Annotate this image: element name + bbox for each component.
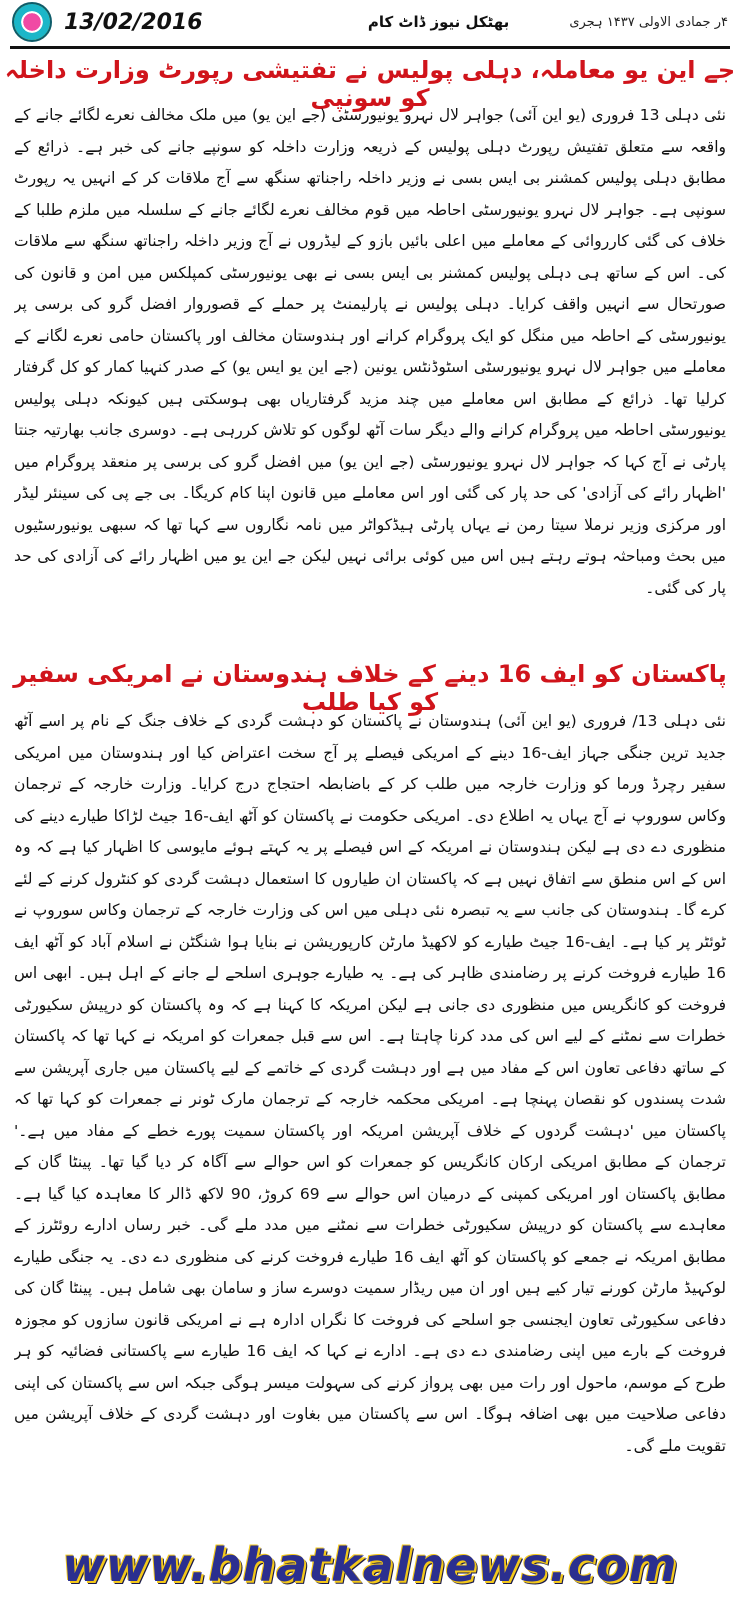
issue-date: 13/02/2016 <box>64 9 203 35</box>
article2-headline: پاکستان کو ایف 16 دینے کے خلاف ہندوستان نے امریکی سفیر کو کیا طلب <box>13 660 727 716</box>
paper-name: بھٹکل نیوز ڈاٹ کام <box>367 13 510 31</box>
header-divider <box>10 46 730 49</box>
article1-headline: جے این یو معاملہ، دہلی پولیس نے تفتیشی رپورٹ وزارت داخلہ کو سونپی <box>4 56 736 112</box>
website-footer[interactable]: www.bhatkalnews.com <box>62 1538 678 1592</box>
article2-body: نئی دہلی 13/ فروری (یو این آئی) ہندوستان نے پاکستان کو دہشت گردی کے خلاف جنگ کے نام پر اسے آٹھ جدید ترین جنگی جہاز ایف-16 دینے کے امریکی فیصلے پر آج سخت اعتراض کیا اور ہندوستان میں امریکی سفیر رچرڈ ورما کو وزارت خارجہ میں طلب کر کے باضابطہ احتجاج درج کرایا۔ وزارت خارجہ کے ترجمان وکاس سوروپ نے آج یہاں یہ اطلاع دی۔ امریکی حکومت نے پاکستان کو آٹھ ایف-16 جیٹ لڑاکا طیارے دینے کی منظوری دے دی ہے لیکن ہندوستان نے امریکہ کے اس فیصلے پر یہ کہتے ہوئے مایوسی کا اظہار کیا ہے کہ وہ اس کے اس منطق سے اتفاق نہیں ہے کہ پاکستان ان طیاروں کا استعمال دہشت گردی کو کنٹرول کرنے کے لئے کرے گا۔ ہندوستان کی جانب سے یہ تبصرہ نئی دہلی میں اس کی وزارت خارجہ کے ترجمان وکاس سوروپ نے ٹوئٹر پر کیا ہے۔ ایف-16 جیٹ طیارے کو لاکھیڈ مارٹن کارپوریشن نے بنایا ہوا شنگٹن نے اسلام آباد کو آٹھ ایف 16 طیارے فروخت کرنے پر رضامندی ظاہر کی ہے۔ یہ طیارے جوہری اسلحے لے جانے کے اہل ہیں۔ ابھی اس فروخت کو کانگریس میں منظوری دی جانی ہے لیکن امریکہ کا کہنا ہے کہ وہ پاکستان کو درپیش سکیورٹی خطرات سے نمٹنے کے لیے اس کی مدد کرنا چاہتا ہے۔ اس سے قبل جمعرات کو امریکہ نے کہا تھا کہ پاکستان کے ساتھ دفاعی تعاون اس کے مفاد میں ہے اور دہشت گردی کے خاتمے کے لیے پاکستان میں جاری آپریشن سے شدت پسندوں کو نقصان پہنچا ہے۔ امریکی محکمہ خارجہ کے ترجمان مارک ٹونر نے جمعرات کو کہا تھا کہ پاکستان میں 'دہشت گردوں کے خلاف آپریشن امریکہ اور پاکستان سمیت پورے خطے کے مفاد میں ہے۔' ترجمان کے مطابق امریکی ارکان کانگریس کو جمعرات کو اس حوالے سے آگاہ کر دیا گیا تھا۔ پینٹا گان کے مطابق پاکستان اور امریکی کمپنی کے درمیان اس حوالے سے 69 کروڑ، 90 لاکھ ڈالر کا معاہدہ کیا گیا ہے۔ معاہدے سے پاکستان کو درپیش سکیورٹی خطرات سے نمٹنے میں مدد ملے گی۔ خبر رساں ادارے روئٹرز کے مطابق امریکہ نے جمعے کو پاکستان کو آٹھ ایف 16 طیارے فروخت کرنے کی منظوری دے دی۔ یہ جنگی طیارے لوکہیڈ مارٹن کورنے تیار کیے ہیں اور ان میں ریڈار سمیت دوسرے ساز و سامان بھی شامل ہیں۔ پینٹا گان کی دفاعی سکیورٹی تعاون ایجنسی جو اسلحے کی فروخت کا نگراں ادارہ ہے نے امریکی قانون سازوں کو مجوزہ فروخت کے بارے میں اپنی رضامندی دے دی ہے۔ ادارے نے کہا کہ ایف 16 طیارے سے پاکستانی فضائیہ کو ہر طرح کے موسم، ماحول اور رات میں بھی پرواز کرنے کی سہولت میسر ہوگی جبکہ اس سے پاکستان کی اپنی دفاعی صلاحیت میں بھی اضافہ ہوگا۔ اس سے پاکستان میں بغاوت اور دہشت گردی کے خلاف آپریشن میں تقویت ملے گی۔ <box>14 712 726 1455</box>
hijri-date: ۴ر جمادی الاولی ۱۴۳۷ ہجری <box>569 14 728 30</box>
bhatkalnews-logo-icon <box>12 2 52 42</box>
article1-body: نئی دہلی 13 فروری (یو این آئی) جواہر لال نہرو یونیورسٹی (جے این یو) میں ملک مخالف نعرے لگائے جانے کے واقعہ سے متعلق تفتیش رپورٹ دہلی پولیس کے ذریعہ وزارت داخلہ کو سونپے جانے کی خبر ہے۔ ذرائع کے مطابق دہلی پولیس کمشنر بی ایس بسی نے وزیر داخلہ راجناتھ سنگھ سے آج ملاقات کر کے انہیں یہ رپورٹ سونپی ہے۔ جواہر لال نہرو یونیورسٹی احاطہ میں قوم مخالف نعرے لگائے جانے کے سلسلہ میں ملزم طلبا کے خلاف کی گئی کارروائی کے معاملے میں اعلی بائیں بازو کے لیڈروں نے آج وزیر داخلہ راجناتھ سنگھ سے ملاقات کی۔ اس کے ساتھ ہی دہلی پولیس کمشنر بی ایس بسی نے بھی یونیورسٹی کمپلکس میں امن و قانون کی صورتحال سے انہیں واقف کرایا۔ دہلی پولیس نے پارلیمنٹ پر حملے کے قصوروار افضل گرو کی برسی پر یونیورسٹی کے احاطہ میں منگل کو ایک پروگرام کرانے اور ہندوستان مخالف اور پاکستان حامی نعرے لگانے کے معاملے میں جواہر لال نہرو یونیورسٹی اسٹوڈنٹس یونین (جے این یو ایس یو) کے صدر کنہیا کمار کو کل گرفتار کرلیا تھا۔ ذرائع کے مطابق اس معاملے میں چند مزید گرفتاریاں بھی ہوسکتی ہیں کیونکہ دہلی پولیس یونیورسٹی احاطہ میں پروگرام کرانے والے دیگر سات آٹھ لوگوں کو تلاش کررہی ہے۔ دوسری جانب بھارتیہ جنتا پارٹی نے آج کہا کہ جواہر لال نہرو یونیورسٹی (جے این یو) میں افضل گرو کی برسی پر منعقد پروگرام میں 'اظہار رائے کی آزادی' کی حد پار کی گئی اور اس معاملے میں قانون اپنا کام کریگا۔ بی جے پی کی سینئر لیڈر اور مرکزی وزیر نرملا سیتا رمن نے یہاں پارٹی ہیڈکواٹر میں نامہ نگاروں سے کہا تھا کہ سبھی یونیورسٹیوں میں بحث ومباحثہ ہوتے رہتے ہیں اس میں کوئی برائی نہیں لیکن جے این یو میں اظہار رائے کی آزادی کی حد پار کی گئی۔ <box>14 106 726 597</box>
masthead <box>0 0 740 44</box>
